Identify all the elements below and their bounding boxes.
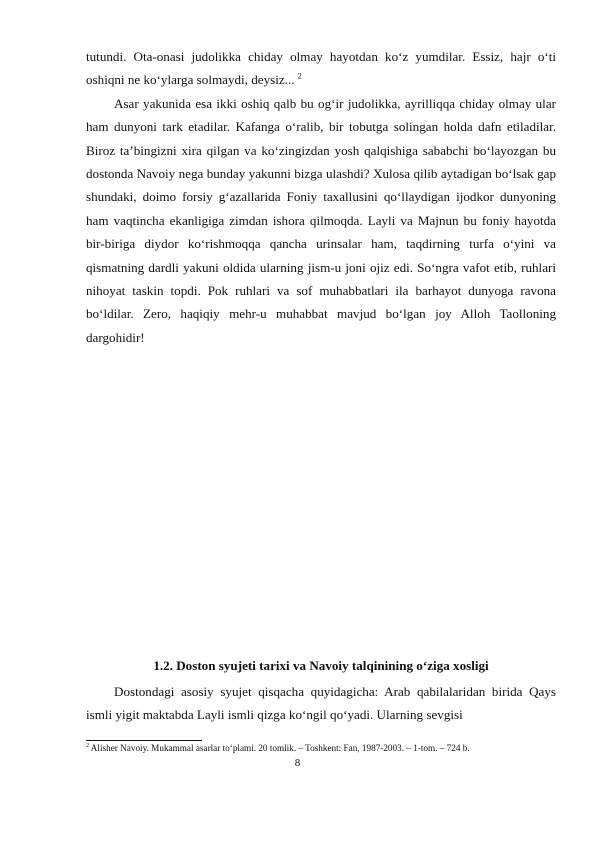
footnote [86, 742, 556, 754]
paragraph-2: Asar yakunida esa ikki oshiq qalb bu og‘ir judolikka, ayrilliqqa chiday olmay ular ham dunyoni tark etadilar. Kafanga o‘ralib, bir tobutga solingan holda dafn etiladilar. Biroz ta’bingizni xira qilgan va ko‘zingizdan yosh qalqishiga sababchi bo‘layozgan bu dostonda Navoiy nega bunday yakunni bizga ulashdi? Xulosa qilib aytadigan bo‘lsak gap shundaki, doimo forsiy g‘azallarida Foniy taxallusini qo‘llaydigan ijodkor dunyoning ham vaqtincha ekanligiga zimdan ishora qilmoqda. Layli va Majnun bu foniy hayotda bir-biriga diydor ko‘rishmoqqa qancha urinsalar ham, taqdirning turfa o‘yini va qismatning dardli yakuni oldida ularning jism-u joni ojiz edi. So‘ngra vafot etib, ruhlari nihoyat taskin topdi. Pok ruhlari va sof muhabbatlari ila barhayot dunyoga ravona bo‘ldilar. Zero, haqiqiy mehr-u muhabbat mavjud bo‘lgan joy Alloh Taolloning dargohidir! [86, 95, 556, 345]
body-text-top [86, 45, 556, 349]
footnote-reference[interactable]: 2 [297, 72, 302, 82]
footnote-text: Alisher Navoiy. Mukammal asarlar to‘plami. 20 tomlik. – Toshkent: Fan, 1987-2003. – 1-tom. – 724 b. [90, 743, 470, 753]
paragraph-1-text: tutundi. Ota-onasi judolikka chiday olmay hayotdan ko‘z yumdilar. Essiz, hajr o‘ti oshiqni ne ko‘ylarga solmaydi, deysiz... [86, 49, 556, 88]
paragraph-1 [86, 45, 556, 92]
footnote-number: 2 [86, 742, 89, 749]
paragraph-3: Dostondagi asosiy syujet qisqacha quyidagicha: Arab qabilalaridan birida Qays ismli yigit maktabda Layli ismli qizga ko‘ngil qo‘yadi. Ularning sevgisi [86, 684, 556, 723]
footnote-separator [86, 740, 202, 741]
section-heading: 1.2. Doston syujeti tarixi va Navoiy talqinining o‘ziga xosligi [153, 658, 489, 673]
page-number: 8 [294, 757, 301, 769]
body-text-bottom [86, 680, 556, 727]
